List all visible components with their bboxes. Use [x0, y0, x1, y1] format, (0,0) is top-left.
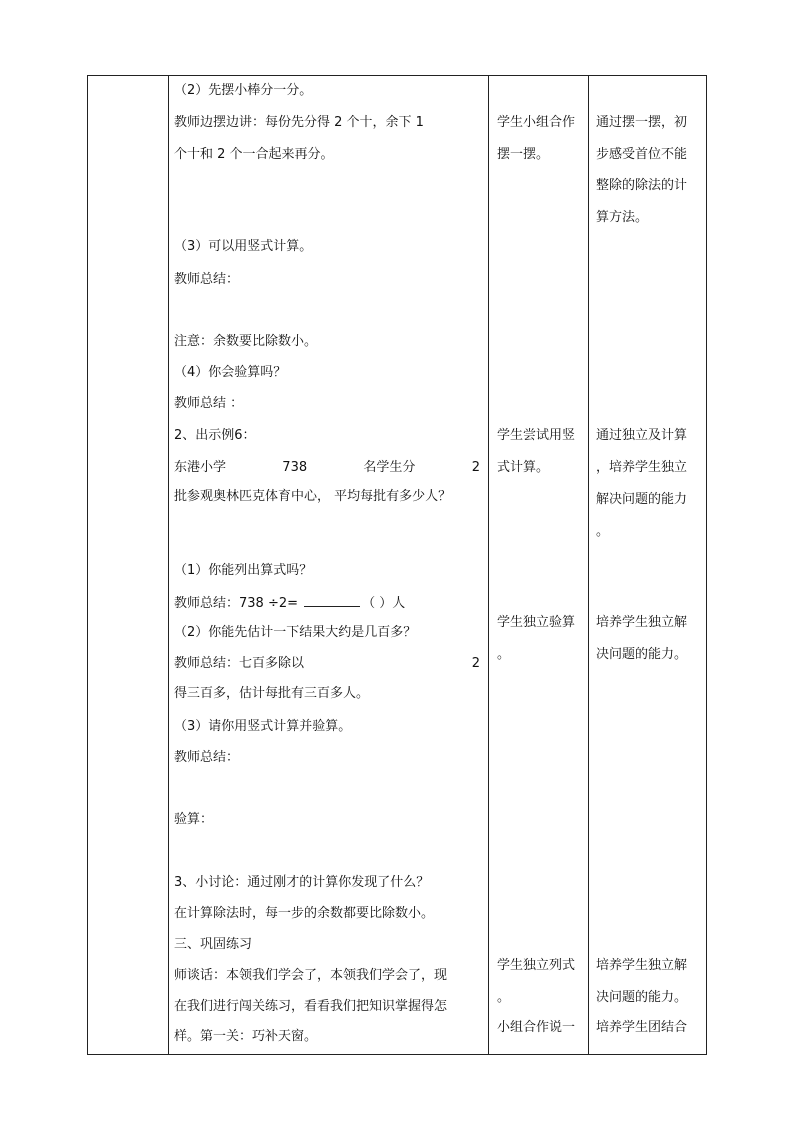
student-activity: 。	[497, 990, 511, 1005]
design-intent: 培养学生独立解	[596, 615, 688, 630]
verification-label: 验算：	[174, 812, 214, 827]
student-activity: 式计算。	[497, 460, 550, 475]
design-intent: 通过独立及计算	[596, 428, 688, 443]
design-intent: ，培养学生独立	[596, 460, 688, 475]
column-divider	[168, 76, 169, 1054]
summary-part: 2	[471, 656, 480, 671]
example-problem-part: 738	[282, 460, 308, 475]
teacher-talk: 在我们进行闯关练习，看看我们把知识掌握得怎	[174, 999, 448, 1014]
design-intent: 通过摆一摆，初	[596, 115, 688, 130]
teacher-summary-equation	[174, 594, 405, 612]
step-text: （2）你能先估计一下结果大约是几百多？	[174, 625, 417, 640]
step-text: （4）你会验算吗？	[174, 365, 287, 380]
teacher-summary: 得三百多，估计每批有三百多人。	[174, 686, 370, 701]
equation-text: 教师总结：738 ÷2=	[174, 596, 303, 611]
example-problem	[174, 460, 480, 476]
step-text: （3）请你用竖式计算并验算。	[174, 719, 352, 734]
teacher-summary-label: 教师总结：	[174, 750, 240, 765]
teacher-summary-label: 教师总结 ：	[174, 396, 244, 411]
lesson-plan-table	[87, 75, 707, 1055]
example-heading: 2、出示例6：	[174, 428, 256, 443]
student-activity: 学生独立列式	[497, 958, 576, 973]
design-intent: 步感受首位不能	[596, 147, 688, 162]
discussion-conclusion: 在计算除法时，每一步的余数都要比除数小。	[174, 906, 435, 921]
answer-blank	[304, 594, 360, 607]
teacher-explanation: 教师边摆边讲：每份先分得 2 个十，余下 1	[174, 115, 424, 130]
equation-unit: （ ）人	[362, 596, 406, 611]
student-activity: 学生独立验算	[497, 615, 576, 630]
teacher-summary-label: 教师总结：	[174, 272, 240, 287]
student-activity: 小组合作说一	[497, 1020, 576, 1035]
step-text: （3）可以用竖式计算。	[174, 239, 313, 254]
design-intent: 。	[596, 524, 610, 539]
example-problem: 批参观奥林匹克体育中心， 平均每批有多少人？	[174, 489, 452, 504]
column-divider	[588, 76, 589, 1054]
student-activity: 摆一摆。	[497, 147, 550, 162]
design-intent: 整除的除法的计	[596, 178, 688, 193]
teacher-talk: 师谈话：本领我们学会了，本领我们学会了，现	[174, 968, 448, 983]
example-problem-part: 2	[471, 460, 480, 475]
example-problem-part: 名学生分	[363, 460, 416, 475]
section-heading: 三、巩固练习	[174, 937, 253, 952]
design-intent: 决问题的能力。	[596, 647, 688, 662]
design-intent: 培养学生团结合	[596, 1020, 688, 1035]
step-text: （2）先摆小棒分一分。	[174, 83, 313, 98]
design-intent: 算方法。	[596, 210, 649, 225]
step-text: （1）你能列出算式吗？	[174, 563, 313, 578]
summary-part: 教师总结：七百多除以	[174, 656, 305, 671]
design-intent: 培养学生独立解	[596, 958, 688, 973]
teacher-summary	[174, 656, 480, 672]
student-activity: 学生尝试用竖	[497, 428, 576, 443]
discussion-text: 3、小讨论：通过刚才的计算你发现了什么？	[174, 875, 430, 890]
design-intent: 决问题的能力。	[596, 990, 688, 1005]
student-activity: 学生小组合作	[497, 115, 576, 130]
column-divider	[488, 76, 489, 1054]
teacher-talk: 样。第一关：巧补天窗。	[174, 1029, 318, 1044]
design-intent: 解决问题的能力	[596, 492, 688, 507]
student-activity: 。	[497, 647, 511, 662]
note-text: 注意：余数要比除数小。	[174, 334, 318, 349]
example-problem-part: 东港小学	[174, 460, 227, 475]
teacher-explanation: 个十和 2 个一合起来再分。	[174, 147, 334, 162]
